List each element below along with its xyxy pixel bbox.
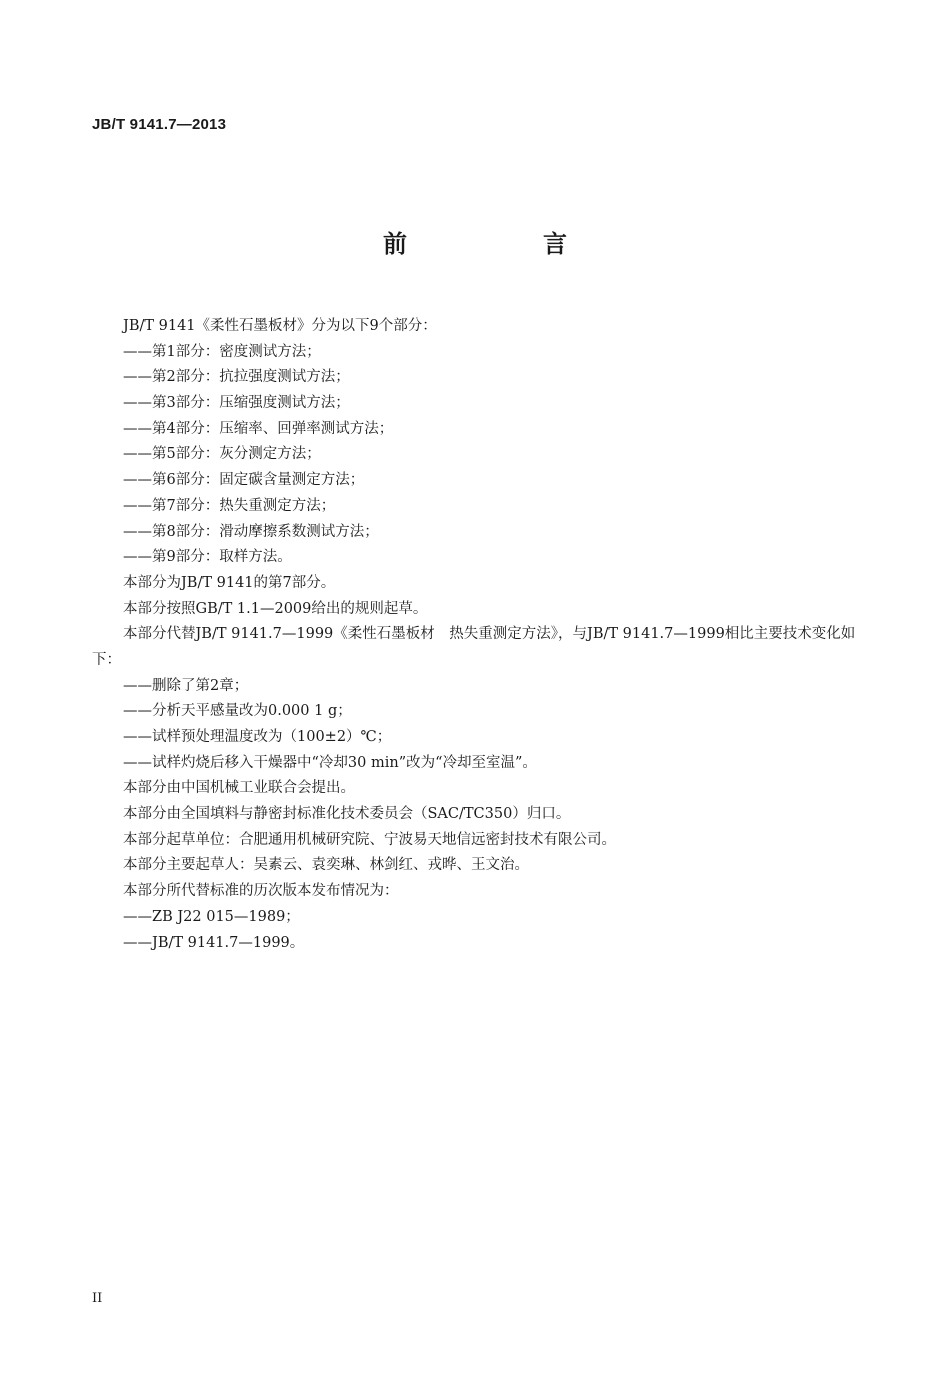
drafting-units-paragraph: 本部分起草单位：合肥通用机械研究院、宁波易天地信远密封技术有限公司。 bbox=[123, 831, 616, 848]
proposed-by-paragraph: 本部分由中国机械工业联合会提出。 bbox=[123, 780, 355, 797]
replaces-paragraph: 本部分代替JB/T 9141.7—1999《柔性石墨板材 热失重测定方法》，与JB/T 9141.7—1999相比主要技术变化如下： bbox=[92, 626, 856, 668]
list-item: ——删除了第2章； bbox=[123, 677, 249, 694]
page-title: 前 言 bbox=[383, 230, 623, 258]
drafting-rule-paragraph: 本部分按照GB/T 1.1—2009给出的规则起草。 bbox=[123, 600, 428, 617]
intro-paragraph: JB/T 9141《柔性石墨板材》分为以下9个部分： bbox=[123, 318, 437, 334]
list-item: ——分析天平感量改为0.000 1 g； bbox=[123, 703, 352, 720]
list-item: ——第8部分：滑动摩擦系数测试方法； bbox=[123, 523, 379, 540]
list-item: ——试样灼烧后移入干燥器中“冷却30 min”改为“冷却至室温”。 bbox=[123, 754, 537, 771]
drafters-paragraph: 本部分主要起草人：吴素云、袁奕琳、林剑红、戎晔、王文治。 bbox=[123, 857, 529, 874]
part-of-paragraph: 本部分为JB/T 9141的第7部分。 bbox=[123, 574, 336, 591]
list-item: ——第3部分：压缩强度测试方法； bbox=[123, 395, 350, 412]
list-item: ——第1部分：密度测试方法； bbox=[123, 343, 321, 360]
list-item: ——第2部分：抗拉强度测试方法； bbox=[123, 369, 350, 386]
list-item: ——试样预处理温度改为（100±2）℃； bbox=[123, 729, 392, 746]
list-item: ——第9部分：取样方法。 bbox=[123, 549, 292, 566]
list-item: ——第6部分：固定碳含量测定方法； bbox=[123, 472, 365, 489]
foreword-body bbox=[92, 314, 867, 956]
list-item: ——JB/T 9141.7—1999。 bbox=[123, 934, 305, 951]
standard-code: JB/T 9141.7—2013 bbox=[92, 116, 227, 133]
list-item: ——第4部分：压缩率、回弹率测试方法； bbox=[123, 420, 394, 437]
history-intro-paragraph: 本部分所代替标准的历次版本发布情况为： bbox=[123, 883, 399, 900]
page-number: II bbox=[92, 1291, 103, 1306]
list-item: ——第5部分：灰分测定方法； bbox=[123, 446, 321, 463]
list-item: ——第7部分：热失重测定方法； bbox=[123, 497, 336, 514]
centralized-by-paragraph: 本部分由全国填料与静密封标准化技术委员会（SAC/TC350）归口。 bbox=[123, 806, 571, 823]
list-item: ——ZB J22 015—1989； bbox=[123, 908, 300, 925]
